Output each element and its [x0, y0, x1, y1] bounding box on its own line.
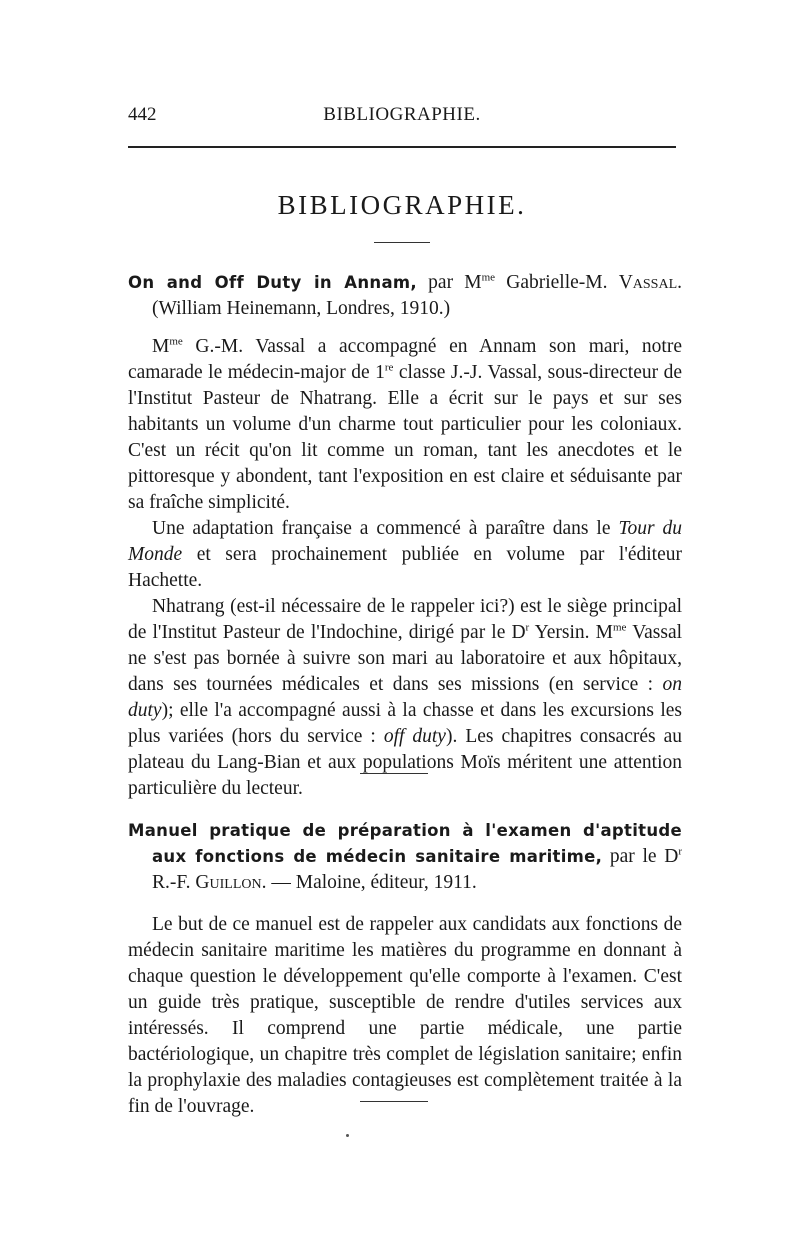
review-1-paragraph-3	[128, 594, 682, 802]
review-1-p3-sup-1: r	[525, 621, 530, 634]
review-1-p1-text-a: M	[152, 336, 170, 357]
review-2-author-last: Guillon	[195, 872, 262, 893]
review-1-end-rule	[360, 773, 428, 774]
header-rule	[128, 146, 676, 148]
review-2-book-title: Manuel pratique de préparation à l'examen d'aptitude aux fonctions de médecin sanitaire maritime,	[128, 821, 682, 866]
review-2-publisher: . — Maloine, éditeur, 1911.	[261, 872, 477, 893]
running-header	[128, 104, 676, 132]
review-1-p3-text-d: ); elle l'a accompagné aussi à la chasse et dans les excursions les plus variées (hors du service :	[128, 700, 682, 747]
review-1-p2-text-b: et sera prochainement publiée en volume par l'éditeur Hachette.	[128, 544, 682, 591]
review-1-paragraph-2	[128, 516, 682, 594]
review-1-par: par M	[428, 272, 482, 293]
review-2-paragraph-1: Le but de ce manuel est de rappeler aux candidats aux fonctions de médecin sanitaire maritime les matières du programme en donnant à chaque question le développement qu'elle comporte à l'examen. C'est un guide très pratique, susceptible de rendre d'utiles services aux intéressés. Il comprend une partie médicale, une partie bactériologique, un chapitre très complet de législation sanitaire; enfin la prophylaxie des maladies contagieuses est complètement traitée à la fin de l'ouvrage.	[128, 914, 682, 1117]
review-1-author-first: Gabrielle-M.	[506, 272, 608, 293]
review-1-p1-sup-1: me	[169, 335, 183, 348]
review-1-paragraph-1	[128, 334, 682, 516]
review-2	[128, 818, 682, 1120]
review-1-p3-text-e: ). Les chapitres consacrés au plateau du Lang-Bian et aux populations Moïs méritent une attention particulière du lecteur.	[128, 726, 682, 799]
ink-speck	[346, 1134, 349, 1137]
page-number: 442	[128, 104, 157, 125]
review-1-book-title: On and Off Duty in Annam,	[128, 273, 417, 292]
running-title: BIBLIOGRAPHIE.	[323, 104, 481, 125]
review-1-p3-text-c: Vassal ne s'est pas bornée à suivre son mari au laboratoire et aux hôpitaux, dans ses tournées médicales et dans ses missions (en service :	[128, 622, 683, 695]
review-1-publisher: . (William Heinemann, Londres, 1910.)	[152, 272, 683, 319]
review-1-p3-text-b: Yersin. M	[534, 622, 613, 643]
review-1-p1-text-c: classe J.-J. Vassal, sous-directeur de l'Institut Pasteur de Nhatrang. Elle a écrit sur le pays et sur ses habitants un volume d'un charme tout particulier pour les coloniaux. C'est un récit qu'on lit comme un roman, tant les anecdotes et le pittoresque y abondent, tant l'exposition en est claire et séduisante par sa fraîche simplicité.	[128, 362, 682, 513]
review-2-end-rule	[360, 1101, 428, 1102]
review-1-author-last: Vassal	[618, 272, 678, 293]
review-1-p3-off-duty: off duty	[383, 726, 446, 747]
review-2-par-sup: r	[678, 845, 682, 858]
review-2-author-first: R.-F.	[152, 872, 191, 893]
review-1	[128, 270, 682, 802]
review-1-p1-sup-2: re	[384, 361, 394, 374]
title-rule	[374, 242, 430, 243]
review-1-par-sup: me	[481, 271, 496, 284]
review-1-p2-journal: Tour du Monde	[128, 518, 682, 565]
page-title: BIBLIOGRAPHIE.	[277, 190, 527, 220]
review-1-p2-text-a: Une adaptation française a commencé à paraître dans le	[152, 518, 611, 539]
review-1-p3-sup-2: me	[612, 621, 627, 634]
review-1-p3-text-a: Nhatrang (est-il nécessaire de le rappeler ici?) est le siège principal de l'Institut Pasteur de l'Indochine, dirigé par le D	[128, 596, 682, 643]
review-1-p3-on-duty: on duty	[128, 674, 682, 721]
review-1-p1-text-b: G.-M. Vassal a accompagné en Annam son mari, notre camarade le médecin-major de 1	[128, 336, 683, 383]
review-2-heading	[128, 818, 682, 896]
review-2-par: par le D	[609, 846, 679, 867]
review-1-heading	[128, 270, 682, 322]
